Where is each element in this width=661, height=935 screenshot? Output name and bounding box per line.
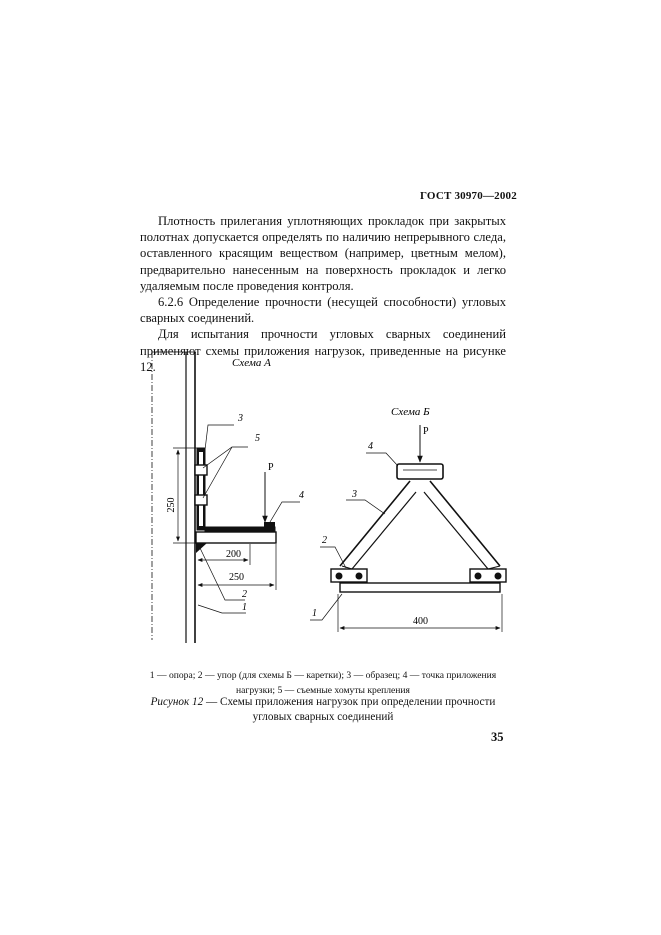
scheme-a-dim-250: 250 — [229, 572, 244, 583]
scheme-b-dim-400: 400 — [413, 616, 428, 627]
scheme-b-title: Схема Б — [391, 406, 430, 418]
sample-leg-right-outer — [430, 481, 500, 566]
stop-block — [196, 532, 276, 543]
scheme-b-label-4: 4 — [368, 441, 373, 452]
scheme-a-label-3: 3 — [238, 413, 243, 424]
legend-line-1: 1 — опора; 2 — упор (для схемы Б — каретки); 3 — образец; 4 — точка приложения — [149, 670, 497, 681]
leader-3-b — [346, 500, 385, 514]
scheme-a-load-label: P — [268, 462, 274, 473]
leader-4-a — [270, 502, 300, 522]
leader-1-a — [198, 605, 246, 613]
caption-label: Рисунок 12 — [150, 696, 204, 708]
scheme-a-dim-vertical: 250 — [166, 497, 177, 513]
leader-4-b — [366, 453, 398, 466]
paragraph-test-schemes: Для испытания прочности угловых сварных соединений применяют схемы приложения нагрузок, приведенные на рисунке 12. — [140, 327, 506, 374]
scheme-a — [152, 352, 300, 643]
clamp-lower — [195, 495, 207, 505]
paragraph-section-6-2-6: 6.2.6 Определение прочности (несущей способности) угловых сварных соединений. — [140, 295, 506, 326]
scheme-a-label-4: 4 — [299, 490, 304, 501]
scheme-b-label-1: 1 — [312, 608, 317, 619]
carriage-left-wheel-2 — [356, 573, 362, 579]
scheme-b-label-2: 2 — [322, 535, 327, 546]
base-support — [340, 583, 500, 592]
legend-line-2: нагрузки; 5 — съемные хомуты крепления — [236, 685, 410, 696]
scheme-a-title: Схема А — [232, 357, 271, 369]
leader-2-b — [320, 547, 346, 568]
load-block-b — [397, 464, 443, 479]
carriage-left-wheel-1 — [336, 573, 342, 579]
carriage-right-wheel-2 — [495, 573, 501, 579]
figure-caption — [140, 695, 506, 725]
caption-line-1: — Схемы приложения нагрузок при определении прочности — [203, 696, 496, 708]
load-point-a — [264, 522, 275, 528]
page-number: 35 — [491, 730, 504, 744]
caption-line-2: угловых сварных соединений — [252, 711, 394, 723]
leader-3-a — [205, 425, 234, 450]
paragraph-seal-tightness: Плотность прилегания уплотняющих прокладок при закрытых полотнах допускается определять по наличию непрерывного следа, оставленного красящим веществом (например, цветным мелом), предварительно нанесенным на поверхность прокладок и легко удаляемым после проведения контроля. — [140, 214, 506, 293]
scheme-a-label-5: 5 — [255, 433, 260, 444]
figure-legend — [140, 668, 506, 698]
scheme-b-label-3: 3 — [352, 489, 357, 500]
carriage-right-wheel-1 — [475, 573, 481, 579]
sample-leg-right-inner — [424, 492, 488, 569]
leader-5a — [203, 447, 248, 468]
sample-leg-left-inner — [352, 492, 416, 569]
sample-leg-left-outer — [340, 481, 410, 566]
scheme-b-load-label: P — [423, 426, 429, 437]
scheme-a-label-2: 2 — [242, 589, 247, 600]
standard-header: ГОСТ 30970—2002 — [420, 190, 517, 202]
scheme-b — [310, 425, 506, 632]
scheme-a-dim-200: 200 — [226, 549, 241, 560]
scheme-a-label-1: 1 — [242, 602, 247, 613]
